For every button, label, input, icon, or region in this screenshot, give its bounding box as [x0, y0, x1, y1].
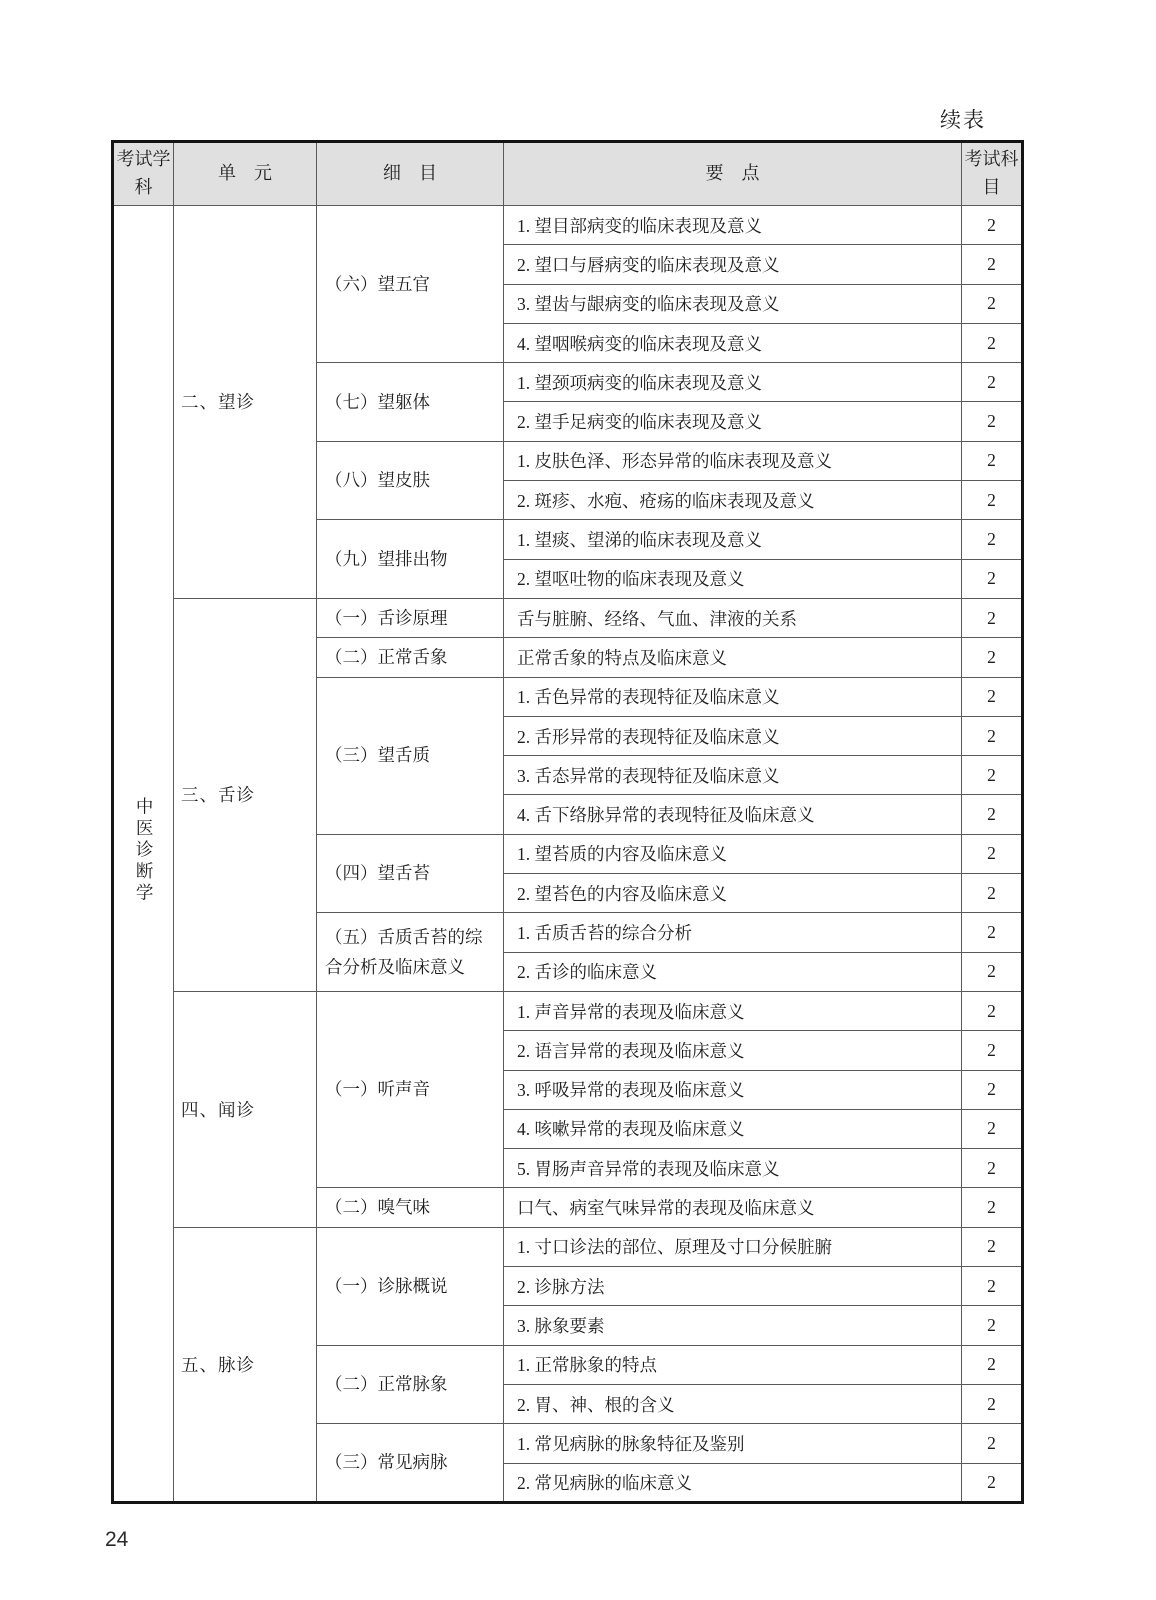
exam-section-value: 2 [962, 1188, 1023, 1227]
exam-section-value: 2 [962, 1424, 1023, 1463]
header-exam-subject: 考试学科 [113, 142, 174, 206]
point-cell: 5. 胃肠声音异常的表现及临床意义 [504, 1149, 962, 1188]
point-cell: 2. 舌形异常的表现特征及临床意义 [504, 716, 962, 755]
exam-section-value: 2 [962, 1267, 1023, 1306]
point-cell: 2. 斑疹、水疱、疮疡的临床表现及意义 [504, 481, 962, 520]
point-cell: 1. 望目部病变的临床表现及意义 [504, 206, 962, 245]
point-cell: 4. 舌下络脉异常的表现特征及临床意义 [504, 795, 962, 834]
unit-cell: 四、闻诊 [174, 991, 317, 1227]
point-cell: 1. 望苔质的内容及临床意义 [504, 834, 962, 873]
point-cell: 舌与脏腑、经络、气血、津液的关系 [504, 598, 962, 637]
exam-section-value: 2 [962, 441, 1023, 480]
header-exam-section: 考试科目 [962, 142, 1023, 206]
point-cell: 1. 皮肤色泽、形态异常的临床表现及意义 [504, 441, 962, 480]
table-row [113, 598, 1023, 637]
detail-cell: （六）望五官 [317, 206, 504, 363]
point-cell: 3. 呼吸异常的表现及临床意义 [504, 1070, 962, 1109]
point-cell: 1. 舌质舌苔的综合分析 [504, 913, 962, 952]
detail-cell: （四）望舌苔 [317, 834, 504, 913]
point-cell: 1. 声音异常的表现及临床意义 [504, 991, 962, 1030]
detail-cell: （二）正常脉象 [317, 1345, 504, 1424]
point-cell: 1. 寸口诊法的部位、原理及寸口分候脏腑 [504, 1227, 962, 1266]
detail-cell: （一）诊脉概说 [317, 1227, 504, 1345]
exam-section-value: 2 [962, 952, 1023, 991]
point-cell: 3. 脉象要素 [504, 1306, 962, 1345]
unit-cell: 五、脉诊 [174, 1227, 317, 1502]
exam-section-value: 2 [962, 481, 1023, 520]
table-header [113, 142, 1023, 206]
exam-section-value: 2 [962, 1109, 1023, 1148]
unit-cell: 二、望诊 [174, 206, 317, 599]
detail-cell: （九）望排出物 [317, 520, 504, 599]
exam-section-value: 2 [962, 1463, 1023, 1502]
detail-cell: （一）听声音 [317, 991, 504, 1187]
point-cell: 正常舌象的特点及临床意义 [504, 638, 962, 677]
exam-section-value: 2 [962, 598, 1023, 637]
header-detail: 细 目 [317, 142, 504, 206]
detail-cell: （一）舌诊原理 [317, 598, 504, 637]
exam-subject-cell [113, 206, 174, 1503]
detail-cell: （五）舌质舌苔的综合分析及临床意义 [317, 913, 504, 992]
exam-section-value: 2 [962, 677, 1023, 716]
point-cell: 2. 语言异常的表现及临床意义 [504, 1031, 962, 1070]
page-number: 24 [105, 1528, 129, 1551]
exam-subject-label: 中医诊断学 [134, 797, 155, 905]
detail-cell: （八）望皮肤 [317, 441, 504, 520]
table-row [113, 991, 1023, 1030]
detail-cell: （三）望舌质 [317, 677, 504, 834]
point-cell: 1. 望颈项病变的临床表现及意义 [504, 363, 962, 402]
point-cell: 口气、病室气味异常的表现及临床意义 [504, 1188, 962, 1227]
exam-section-value: 2 [962, 874, 1023, 913]
point-cell: 3. 舌态异常的表现特征及临床意义 [504, 756, 962, 795]
exam-section-value: 2 [962, 245, 1023, 284]
exam-section-value: 2 [962, 1149, 1023, 1188]
point-cell: 2. 望苔色的内容及临床意义 [504, 874, 962, 913]
point-cell: 2. 舌诊的临床意义 [504, 952, 962, 991]
header-unit: 单 元 [174, 142, 317, 206]
exam-section-value: 2 [962, 284, 1023, 323]
point-cell: 2. 望手足病变的临床表现及意义 [504, 402, 962, 441]
exam-section-value: 2 [962, 1306, 1023, 1345]
exam-section-value: 2 [962, 1070, 1023, 1109]
detail-cell: （二）正常舌象 [317, 638, 504, 677]
unit-cell: 三、舌诊 [174, 598, 317, 991]
exam-syllabus-table [111, 140, 1024, 1504]
point-cell: 3. 望齿与龈病变的临床表现及意义 [504, 284, 962, 323]
point-cell: 2. 诊脉方法 [504, 1267, 962, 1306]
header-points: 要 点 [504, 142, 962, 206]
exam-section-value: 2 [962, 991, 1023, 1030]
point-cell: 4. 望咽喉病变的临床表现及意义 [504, 323, 962, 362]
exam-section-value: 2 [962, 559, 1023, 598]
point-cell: 1. 常见病脉的脉象特征及鉴别 [504, 1424, 962, 1463]
exam-section-value: 2 [962, 756, 1023, 795]
point-cell: 2. 常见病脉的临床意义 [504, 1463, 962, 1502]
continued-table-label: 续表 [940, 108, 986, 132]
exam-section-value: 2 [962, 1384, 1023, 1423]
exam-section-value: 2 [962, 795, 1023, 834]
table-row [113, 1227, 1023, 1266]
table-body [113, 206, 1023, 1503]
exam-section-value: 2 [962, 1345, 1023, 1384]
point-cell: 1. 正常脉象的特点 [504, 1345, 962, 1384]
detail-cell: （三）常见病脉 [317, 1424, 504, 1503]
exam-section-value: 2 [962, 834, 1023, 873]
exam-section-value: 2 [962, 402, 1023, 441]
header-row [113, 142, 1023, 206]
exam-section-value: 2 [962, 638, 1023, 677]
exam-section-value: 2 [962, 1227, 1023, 1266]
exam-section-value: 2 [962, 716, 1023, 755]
point-cell: 4. 咳嗽异常的表现及临床意义 [504, 1109, 962, 1148]
exam-section-value: 2 [962, 913, 1023, 952]
point-cell: 1. 舌色异常的表现特征及临床意义 [504, 677, 962, 716]
exam-section-value: 2 [962, 363, 1023, 402]
point-cell: 2. 望呕吐物的临床表现及意义 [504, 559, 962, 598]
exam-section-value: 2 [962, 1031, 1023, 1070]
table-row [113, 206, 1023, 245]
detail-cell: （七）望躯体 [317, 363, 504, 442]
exam-section-value: 2 [962, 520, 1023, 559]
point-cell: 1. 望痰、望涕的临床表现及意义 [504, 520, 962, 559]
point-cell: 2. 望口与唇病变的临床表现及意义 [504, 245, 962, 284]
detail-cell: （二）嗅气味 [317, 1188, 504, 1227]
exam-section-value: 2 [962, 323, 1023, 362]
point-cell: 2. 胃、神、根的含义 [504, 1384, 962, 1423]
exam-section-value: 2 [962, 206, 1023, 245]
